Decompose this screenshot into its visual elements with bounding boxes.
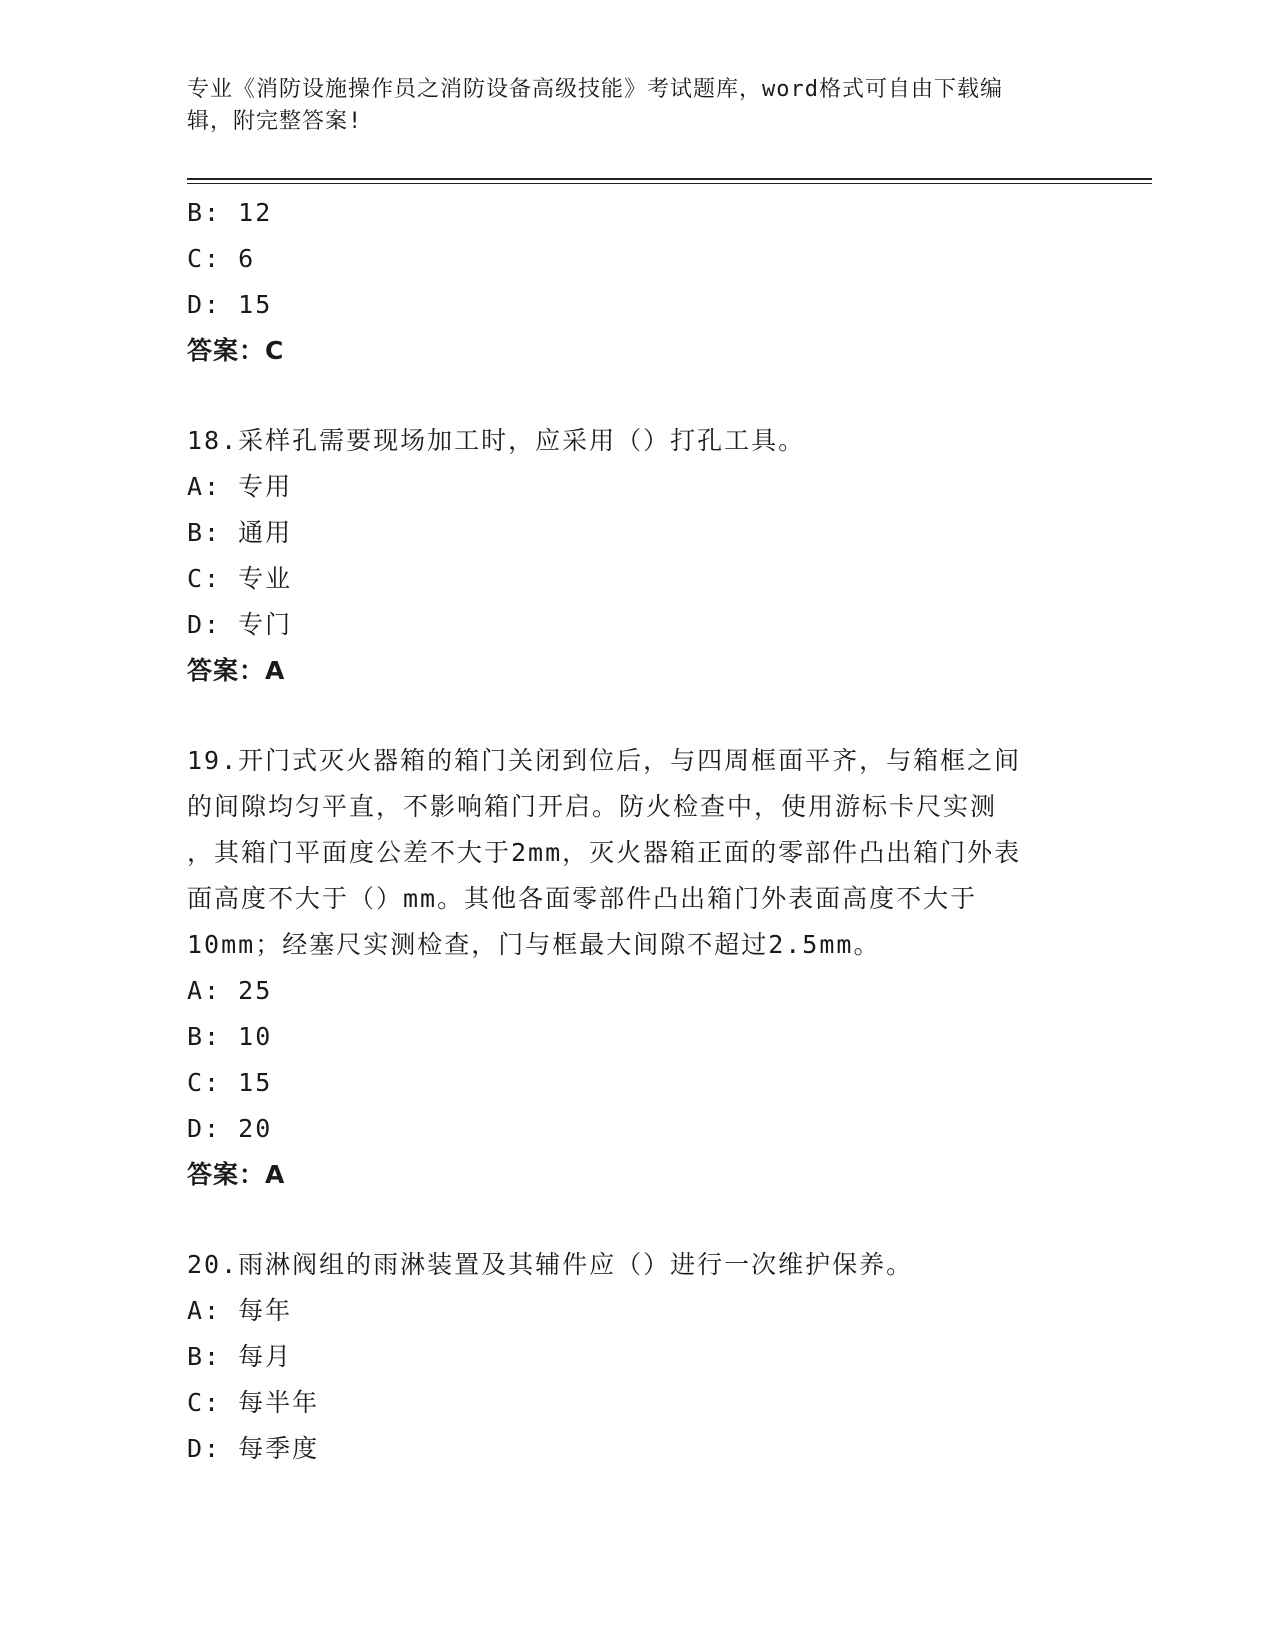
answer: 答案：A [187, 656, 286, 685]
option-c: C: 15 [187, 1068, 273, 1097]
option-b: B: 10 [187, 1022, 273, 1051]
option-b: B: 每月 [187, 1342, 293, 1371]
option-d: D: 专门 [187, 610, 293, 639]
option-a: A: 每年 [187, 1296, 293, 1325]
stem-line: 19.开门式灭火器箱的箱门关闭到位后，与四周框面平齐，与箱框之间 [187, 746, 1022, 775]
option-b: B: 通用 [187, 518, 293, 547]
option-a: A: 专用 [187, 472, 293, 501]
stem-line: 10mm；经塞尺实测检查，门与框最大间隙不超过2.5mm。 [187, 930, 881, 959]
spacer [187, 1198, 1087, 1242]
answer: 答案：C [187, 336, 285, 365]
stem-line: 的间隙均匀平直，不影响箱门开启。防火检查中，使用游标卡尺实测 [187, 792, 998, 821]
question-20 [187, 1242, 1087, 1472]
stem-line: 面高度不大于（）mm。其他各面零部件凸出箱门外表面高度不大于 [187, 884, 978, 913]
header-line-2: 辑，附完整答案! [187, 109, 363, 134]
question-stem [187, 738, 1087, 968]
question-list [187, 190, 1087, 1472]
spacer [187, 694, 1087, 738]
option-d: D: 20 [187, 1114, 273, 1143]
stem-line: ，其箱门平面度公差不大于2mm，灭火器箱正面的零部件凸出箱门外表 [187, 838, 1022, 867]
question-19 [187, 738, 1087, 1198]
document-header [187, 74, 1087, 138]
header-divider-thick [187, 178, 1152, 180]
spacer [187, 374, 1087, 418]
header-line-1: 专业《消防设施操作员之消防设备高级技能》考试题库，word格式可自由下载编 [187, 77, 1003, 102]
option-d: D: 15 [187, 290, 273, 319]
option-a: A: 25 [187, 976, 273, 1005]
question-18 [187, 418, 1087, 694]
option-b: B: 12 [187, 198, 273, 227]
question-stem: 18.采样孔需要现场加工时，应采用（）打孔工具。 [187, 426, 806, 455]
option-d: D: 每季度 [187, 1434, 320, 1463]
answer: 答案：A [187, 1160, 286, 1189]
question-stem: 20.雨淋阀组的雨淋装置及其辅件应（）进行一次维护保养。 [187, 1250, 914, 1279]
option-c: C: 6 [187, 244, 256, 273]
option-c: C: 专业 [187, 564, 293, 593]
question-17 [187, 190, 1087, 374]
header-divider-thin [187, 183, 1152, 184]
option-c: C: 每半年 [187, 1388, 320, 1417]
